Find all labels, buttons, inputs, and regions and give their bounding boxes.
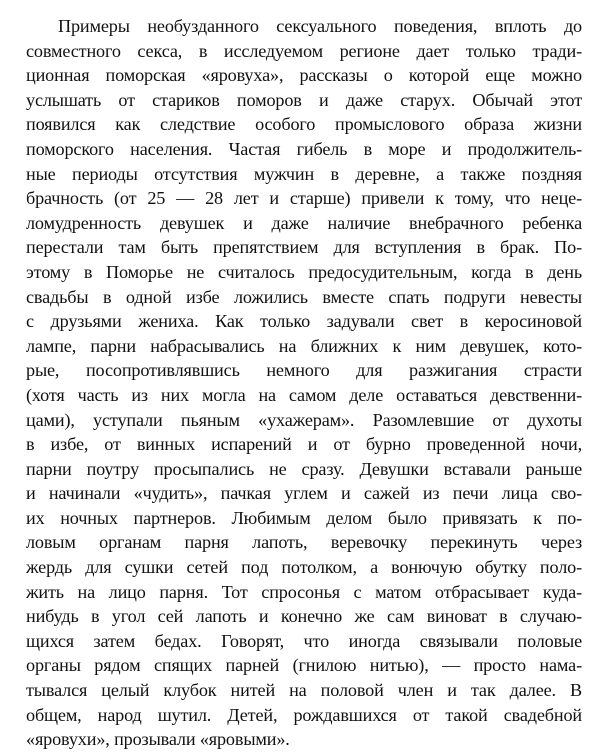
text-line: появился как следствие особого промыслового образа жизни xyxy=(26,114,582,135)
text-line: общем, народ шутил. Детей, рождавшихся от такой свадебной xyxy=(26,704,582,725)
text-line: (хотя часть из них могла на самом деле оставаться девственни- xyxy=(26,384,582,405)
text-line: цами), уступали пьяным «ухажерам». Разомлевшие от духоты xyxy=(26,409,582,430)
text-line: в избе, от винных испарений и от бурно проведенной ночи, xyxy=(26,434,582,455)
text-line: лампе, парни набрасывались на ближних к ним девушек, кото- xyxy=(26,335,582,356)
text-line: ломудренность девушек и даже наличие внебрачного ребенка xyxy=(26,212,582,233)
text-line: ные периоды отсутствия мужчин в деревне, а также поздняя xyxy=(26,163,582,184)
text-line: этому в Поморье не считалось предосудительным, когда в день xyxy=(26,261,582,282)
text-line: их ночных партнеров. Любимым делом было привязать к по- xyxy=(26,507,582,528)
text-line: услышать от стариков поморов и даже старух. Обычай этот xyxy=(26,89,582,110)
text-line: поморского населения. Частая гибель в море и продолжитель- xyxy=(26,138,582,159)
text-line: органы рядом спящих парней (гнилою нитью), — просто нама- xyxy=(26,655,582,676)
text-line: нибудь в угол сей лапоть и конечно же сам виноват в случаю- xyxy=(26,606,582,627)
text-line: Примеры необузданного сексуального поведения, вплоть до xyxy=(58,16,582,36)
text-line: рые, посопротивлявшись немного для разжигания страсти xyxy=(26,360,582,381)
text-line: тывался целый клубок нитей на половой член и так далее. В xyxy=(26,680,582,701)
body-paragraph xyxy=(26,14,582,752)
text-line: ционная поморская «яровуха», рассказы о которой еще можно xyxy=(26,65,582,86)
text-line: щихся затем бедах. Говорят, что иногда связывали половые xyxy=(26,630,582,651)
text-line: перестали там быть препятствием для вступления в брак. По- xyxy=(26,237,582,258)
text-line: с друзьями жениха. Как только задували свет в керосиновой xyxy=(26,311,582,332)
text-line: совместного секса, в исследуемом регионе дает только тради- xyxy=(26,40,582,61)
text-line: «яровухи», прозывали «яровыми». xyxy=(26,729,290,750)
text-line: свадьбы в одной избе ложились вместе спать подруги невесты xyxy=(26,286,582,307)
text-line: жердь для сушки сетей под потолком, а вонючую обутку поло- xyxy=(26,557,582,578)
text-line: парни поутру просыпались не сразу. Девушки вставали раньше xyxy=(26,458,582,479)
text-line: и начинали «чудить», пачкая углем и сажей из печи лица сво- xyxy=(26,483,582,504)
text-line: ловым органам парня лапоть, веревочку перекинуть через xyxy=(26,532,582,553)
text-line: жить на лицо парня. Тот спросонья с матом отбрасывает куда- xyxy=(26,581,582,602)
text-line: брачность (от 25 — 28 лет и старше) привели к тому, что неце- xyxy=(26,188,582,209)
